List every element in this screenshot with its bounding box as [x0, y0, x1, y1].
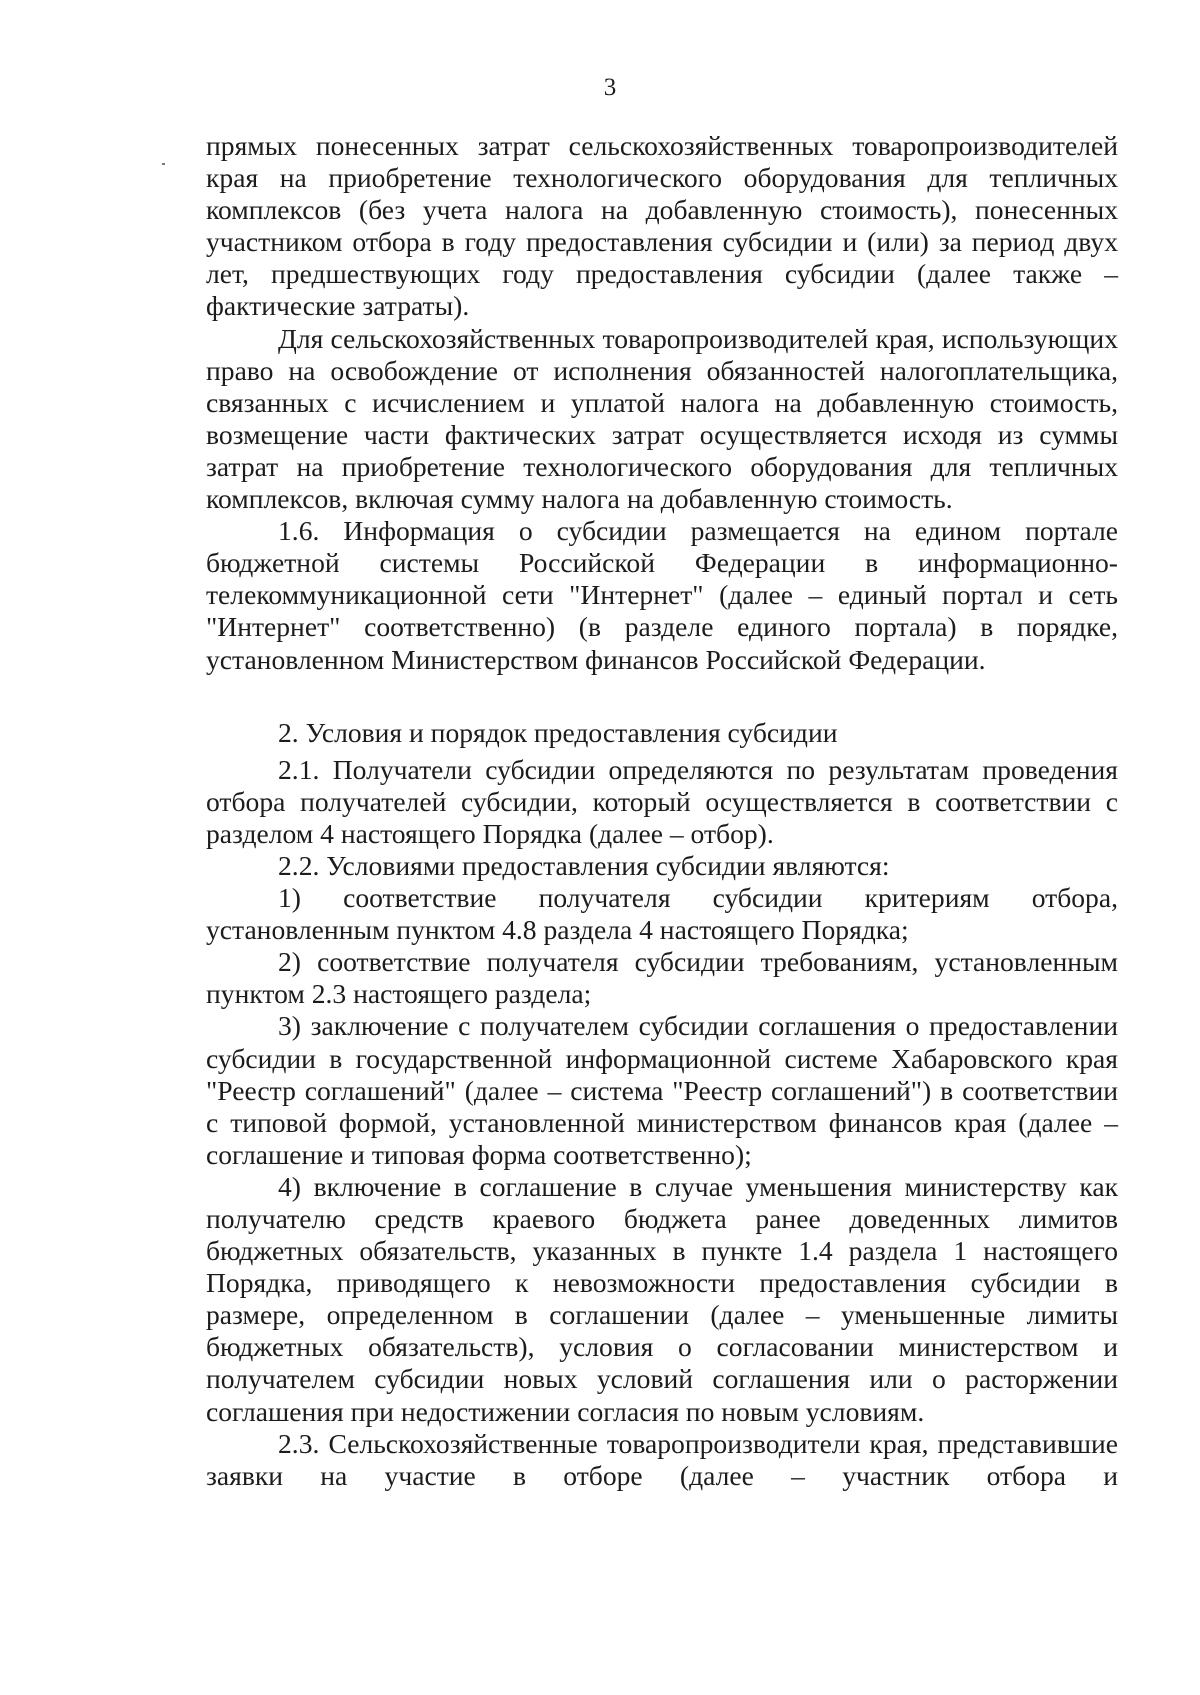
margin-mark: [162, 163, 165, 165]
paragraph-2-1: 2.1. Получатели субсидии определяются по результатам проведения отбора получателей субсидии, который осуществляется в соответствии с разделом 4 настоящего Порядка (далее – отбор).: [206, 753, 1118, 849]
paragraph-2-3: 2.3. Сельскохозяйственные товаропроизводители края, представившие заявки на участие в отборе (далее – участник отбора и: [206, 1427, 1118, 1491]
section-heading: 2. Условия и порядок предоставления субсидии: [278, 716, 838, 748]
condition-item-2: 2) соответствие получателя субсидии требованиям, установленным пунктом 2.3 настоящего раздела;: [206, 946, 1118, 1010]
condition-item-1: 1) соответствие получателя субсидии критериям отбора, установленным пунктом 4.8 раздела 4 настоящего Порядка;: [206, 882, 1118, 946]
document-body: [206, 130, 1118, 1492]
page-number: 3: [603, 74, 617, 101]
condition-item-3: 3) заключение с получателем субсидии соглашения о предоставлении субсидии в государственной информационной системе Хабаровского края "Реестр соглашений" (далее – система "Реестр соглашений") в соответствии с типовой формой, установленной министерством финансов края (далее – соглашение и типовая форма соответственно);: [206, 1010, 1118, 1170]
paragraph-1-6: 1.6. Информация о субсидии размещается на едином портале бюджетной системы Российской Федерации в информационно-телекоммуникационной сети "Интернет" (далее – единый портал и сеть "Интернет" соответственно) (в разделе единого портала) в порядке, установленном Министерством финансов Российской Федерации.: [206, 515, 1118, 675]
condition-item-4: 4) включение в соглашение в случае уменьшения министерству как получателю средств краевого бюджета ранее доведенных лимитов бюджетных обязательств, указанных в пункте 1.4 раздела 1 настоящего Порядка, приводящего к невозможности предоставления субсидии в размере, определенном в соглашении (далее – уменьшенные лимиты бюджетных обязательств), условия о согласовании министерством и получателем субсидии новых условий соглашения или о расторжении соглашения при недостижении согласия по новым условиям.: [206, 1170, 1118, 1427]
paragraph-2-2: 2.2. Условиями предоставления субсидии являются:: [278, 849, 890, 881]
paragraph-actual-costs: прямых понесенных затрат сельскохозяйственных товаропроизводителей края на приобретение технологического оборудования для тепличных комплексов (без учета налога на добавленную стоимость), понесенных участником отбора в году предоставления субсидии и (или) за период двух лет, предшествующих году предоставления субсидии (далее также – фактические затраты).: [206, 130, 1118, 322]
paragraph-vat-exempt: Для сельскохозяйственных товаропроизводителей края, использующих право на освобождение от исполнения обязанностей налогоплательщика, связанных с исчислением и уплатой налога на добавленную стоимость, возмещение части фактических затрат осуществляется исходя из суммы затрат на приобретение технологического оборудования для тепличных комплексов, включая сумму налога на добавленную стоимость.: [206, 322, 1118, 515]
